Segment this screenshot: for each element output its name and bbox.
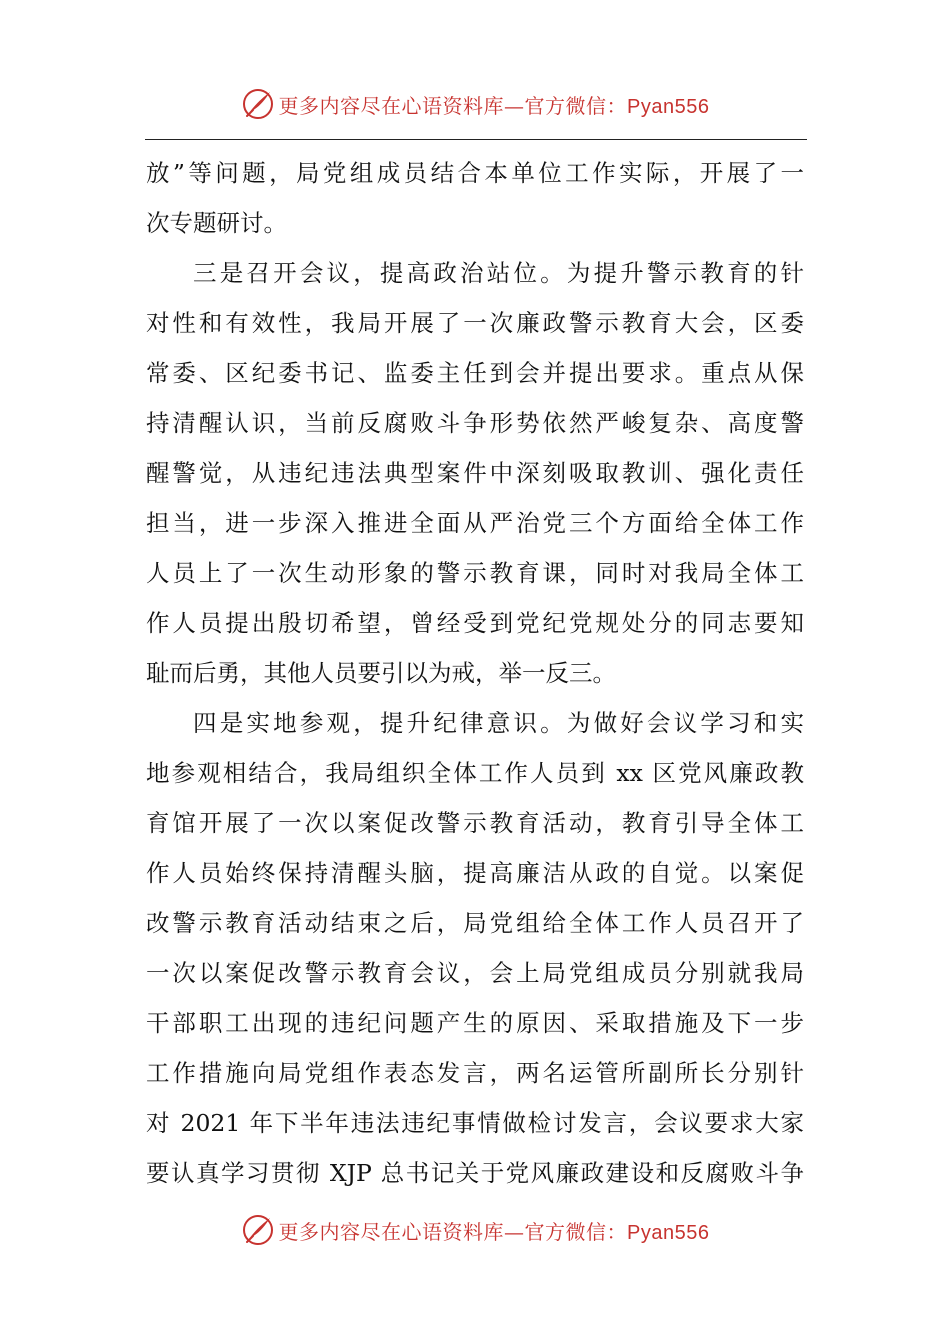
paragraph-first-line: 三是召开会议，提高政治站位。为提升警示教育的针 (193, 259, 804, 287)
wechat-id: Pyan556 (627, 95, 710, 118)
text-line: 对性和有效性，我局开展了一次廉政警示教育大会，区委 (146, 309, 804, 337)
text-line: 放”等问题，局党组成员结合本单位工作实际，开展了一 (146, 159, 804, 187)
text-line: 作人员提出殷切希望，曾经受到党纪党规处分的同志要知 (146, 609, 804, 637)
text-line: 次专题研讨。 (146, 209, 287, 237)
text-line: 对 2021 年下半年违法违纪事情做检讨发言，会议要求大家 (146, 1109, 804, 1137)
text-line: 常委、区纪委书记、监委主任到会并提出要求。重点从保 (146, 359, 804, 387)
quill-pen-icon (241, 87, 275, 121)
text-line: 醒警觉，从违纪违法典型案件中深刻吸取教训、强化责任 (146, 459, 804, 487)
document-body (146, 148, 804, 1198)
text-line: 地参观相结合，我局组织全体工作人员到 xx 区党风廉政教 (146, 759, 804, 787)
footer-banner-text: 更多内容尽在心语资料库—官方微信：Pyan556 (278, 1219, 710, 1244)
text-line: 一次以案促改警示教育会议，会上局党组成员分别就我局 (146, 959, 804, 987)
paragraph-first-line: 四是实地参观，提升纪律意识。为做好会议学习和实 (193, 709, 804, 737)
header-banner (0, 84, 950, 124)
text-line: 工作措施向局党组作表态发言，两名运管所副所长分别针 (146, 1059, 804, 1087)
text-line: 改警示教育活动结束之后，局党组给全体工作人员召开了 (146, 909, 804, 937)
text-line: 人员上了一次生动形象的警示教育课，同时对我局全体工 (146, 559, 804, 587)
footer-banner (0, 1210, 950, 1250)
text-line: 耻而后勇，其他人员要引以为戒，举一反三。 (146, 659, 616, 687)
quill-pen-icon (241, 1213, 275, 1247)
text-line: 要认真学习贯彻 XJP 总书记关于党风廉政建设和反腐败斗争 (146, 1159, 804, 1187)
text-line: 作人员始终保持清醒头脑，提高廉洁从政的自觉。以案促 (146, 859, 804, 887)
header-divider (145, 139, 807, 140)
wechat-id: Pyan556 (627, 1221, 710, 1244)
text-line: 持清醒认识，当前反腐败斗争形势依然严峻复杂、高度警 (146, 409, 804, 437)
header-banner-text: 更多内容尽在心语资料库—官方微信：Pyan556 (278, 93, 710, 118)
text-line: 干部职工出现的违纪问题产生的原因、采取措施及下一步 (146, 1009, 804, 1037)
text-line: 育馆开展了一次以案促改警示教育活动，教育引导全体工 (146, 809, 804, 837)
text-line: 担当，进一步深入推进全面从严治党三个方面给全体工作 (146, 509, 804, 537)
